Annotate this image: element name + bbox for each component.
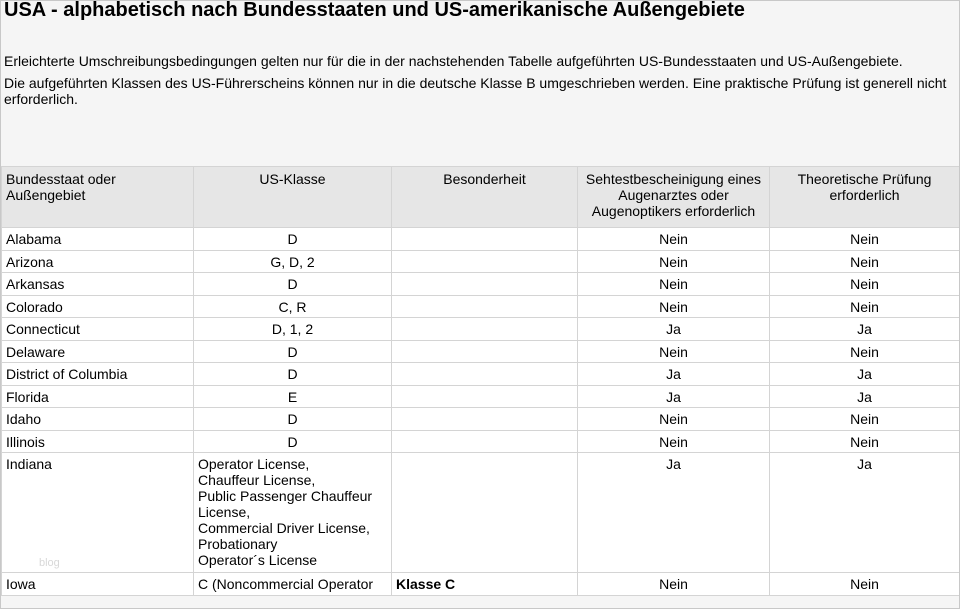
cell-theory-test: Nein	[770, 340, 960, 363]
cell-eye-test: Nein	[578, 573, 770, 596]
cell-special	[392, 385, 578, 408]
cell-theory-test: Ja	[770, 453, 960, 573]
cell-special	[392, 318, 578, 341]
cell-state: Iowa	[2, 573, 194, 596]
cell-class: D	[194, 273, 392, 296]
cell-theory-test: Nein	[770, 408, 960, 431]
intro-paragraph-2: Die aufgeführten Klassen des US-Führerscheins können nur in die deutsche Klasse B umgeschrieben werden. Eine praktische Prüfung ist generell nicht erforderlich.	[4, 75, 947, 107]
header-class: US-Klasse	[194, 167, 392, 228]
cell-state: Illinois	[2, 430, 194, 453]
cell-theory-test: Ja	[770, 363, 960, 386]
cell-special: Klasse C	[392, 573, 578, 596]
intro-paragraph-1: Erleichterte Umschreibungsbedingungen gelten nur für die in der nachstehenden Tabelle aufgeführten US-Bundesstaaten und US-Außengebiete.	[4, 53, 903, 69]
cell-eye-test: Nein	[578, 408, 770, 431]
cell-special	[392, 250, 578, 273]
cell-special	[392, 340, 578, 363]
cell-class: C, R	[194, 295, 392, 318]
table-row	[2, 573, 960, 596]
watermark: blog	[39, 557, 60, 569]
cell-theory-test: Nein	[770, 295, 960, 318]
cell-state: Indiana	[2, 453, 194, 573]
cell-class: D	[194, 228, 392, 251]
table-row	[2, 295, 960, 318]
page-title: USA - alphabetisch nach Bundesstaaten und US-amerikanische Außengebiete	[4, 0, 745, 21]
cell-eye-test: Nein	[578, 228, 770, 251]
cell-eye-test: Ja	[578, 453, 770, 573]
cell-special	[392, 273, 578, 296]
table-row	[2, 228, 960, 251]
cell-special	[392, 430, 578, 453]
cell-special	[392, 295, 578, 318]
cell-class: D	[194, 408, 392, 431]
cell-theory-test: Nein	[770, 250, 960, 273]
header-state: Bundesstaat oder Außengebiet	[2, 167, 194, 228]
cell-state: Arkansas	[2, 273, 194, 296]
cell-theory-test: Nein	[770, 228, 960, 251]
intro-text	[4, 53, 954, 113]
cell-eye-test: Ja	[578, 363, 770, 386]
cell-class: C (Noncommercial Operator	[194, 573, 392, 596]
cell-state: District of Columbia	[2, 363, 194, 386]
table-row	[2, 453, 960, 573]
table-header-row	[2, 167, 960, 228]
cell-eye-test: Nein	[578, 250, 770, 273]
cell-class: Operator License, Chauffeur License, Public Passenger Chauffeur License, Commercial Driver License, Probationary Operator´s License	[194, 453, 392, 573]
header-special: Besonderheit	[392, 167, 578, 228]
cell-theory-test: Nein	[770, 430, 960, 453]
cell-eye-test: Ja	[578, 318, 770, 341]
cell-class: D	[194, 430, 392, 453]
cell-state: Florida	[2, 385, 194, 408]
header-eye-test: Sehtestbescheinigung eines Augenarztes oder Augenoptikers erforderlich	[578, 167, 770, 228]
cell-eye-test: Nein	[578, 273, 770, 296]
table-row	[2, 408, 960, 431]
cell-special	[392, 453, 578, 573]
cell-theory-test: Ja	[770, 385, 960, 408]
cell-theory-test: Nein	[770, 573, 960, 596]
cell-special	[392, 228, 578, 251]
license-table	[1, 166, 960, 596]
table-row	[2, 340, 960, 363]
cell-class: D	[194, 363, 392, 386]
table-row	[2, 430, 960, 453]
header-theory-test: Theoretische Prüfung erforderlich	[770, 167, 960, 228]
cell-class: D	[194, 340, 392, 363]
cell-state: Idaho	[2, 408, 194, 431]
table-row	[2, 385, 960, 408]
cell-class: E	[194, 385, 392, 408]
cell-class: G, D, 2	[194, 250, 392, 273]
cell-eye-test: Nein	[578, 340, 770, 363]
table-row	[2, 318, 960, 341]
cell-theory-test: Nein	[770, 273, 960, 296]
cell-theory-test: Ja	[770, 318, 960, 341]
cell-special	[392, 408, 578, 431]
cell-class: D, 1, 2	[194, 318, 392, 341]
cell-eye-test: Nein	[578, 430, 770, 453]
table-row	[2, 273, 960, 296]
table-row	[2, 363, 960, 386]
cell-state: Connecticut	[2, 318, 194, 341]
cell-state: Colorado	[2, 295, 194, 318]
cell-eye-test: Ja	[578, 385, 770, 408]
cell-state: Arizona	[2, 250, 194, 273]
cell-special	[392, 363, 578, 386]
cell-state: Alabama	[2, 228, 194, 251]
table-row	[2, 250, 960, 273]
cell-state: Delaware	[2, 340, 194, 363]
cell-eye-test: Nein	[578, 295, 770, 318]
